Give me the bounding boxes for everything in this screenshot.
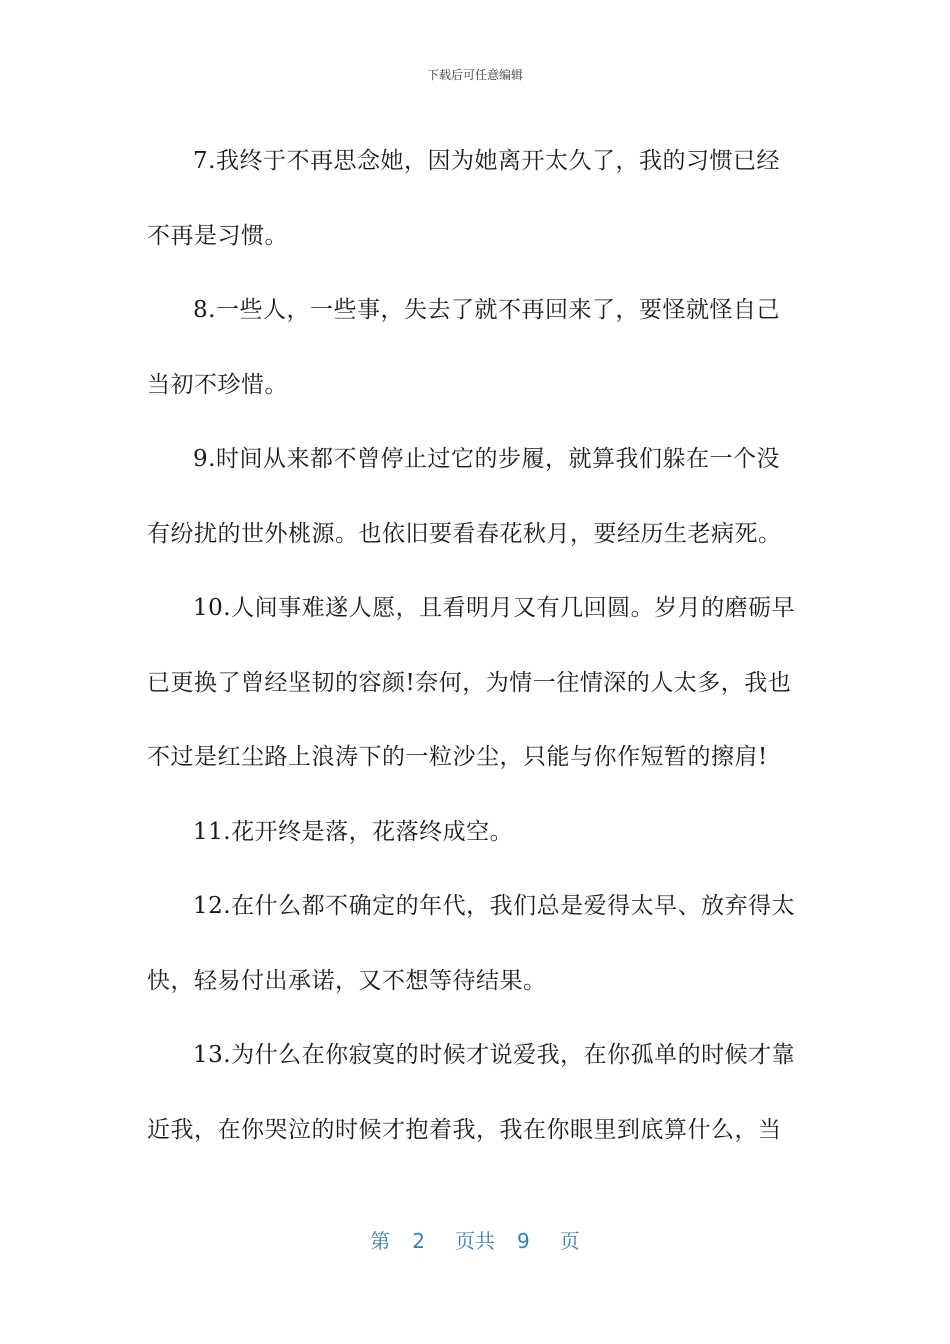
paragraph-9 [147,422,807,571]
document-body [147,124,807,1167]
total-pages: 9 [517,1229,530,1253]
page-header: 下载后可任意编辑 [426,68,523,82]
paragraph-line: 近我，在你哭泣的时候才抱着我，我在你眼里到底算什么，当 [147,1116,782,1143]
paragraph-8 [147,273,807,422]
paragraph-line: 10.人间事难遂人愿，且看明月又有几回圆。岁月的磨砺早 [193,595,796,621]
paragraph-10 [147,571,807,795]
paragraph-line: 当初不珍惜。 [147,371,288,398]
page-mid-label: 页共 [455,1229,495,1253]
paragraph-12 [147,869,807,1018]
page-label: 第 [370,1229,391,1253]
paragraph-line: 不过是红尘路上浪涛下的一粒沙尘，只能与你作短暂的擦肩! [147,744,768,770]
page-footer [0,1225,950,1254]
paragraph-13 [147,1018,807,1167]
paragraph-line: 已更换了曾经坚韧的容颜!奈何，为情一往情深的人太多，我也 [147,669,792,696]
paragraph-line: 9.时间从来都不曾停止过它的步履，就算我们躲在一个没 [193,446,780,472]
page-end-label: 页 [559,1229,580,1253]
paragraph-line: 11.花开终是落，花落终成空。 [193,818,514,845]
paragraph-line: 7.我终于不再思念她，因为她离开太久了，我的习惯已经 [193,148,780,174]
paragraph-line: 12.在什么都不确定的年代，我们总是爱得太早、放弃得太 [193,893,796,919]
paragraph-line: 快，轻易付出承诺，又不想等待结果。 [147,967,547,994]
paragraph-line: 13.为什么在你寂寞的时候才说爱我，在你孤单的时候才靠 [193,1042,796,1068]
paragraph-line: 不再是习惯。 [147,222,288,249]
paragraph-11 [147,795,807,870]
page-number: 2 [412,1229,425,1253]
paragraph-line: 8.一些人，一些事，失去了就不再回来了，要怪就怪自己 [193,297,780,323]
paragraph-7 [147,124,807,273]
paragraph-line: 有纷扰的世外桃源。也依旧要看春花秋月，要经历生老病死。 [147,520,782,547]
